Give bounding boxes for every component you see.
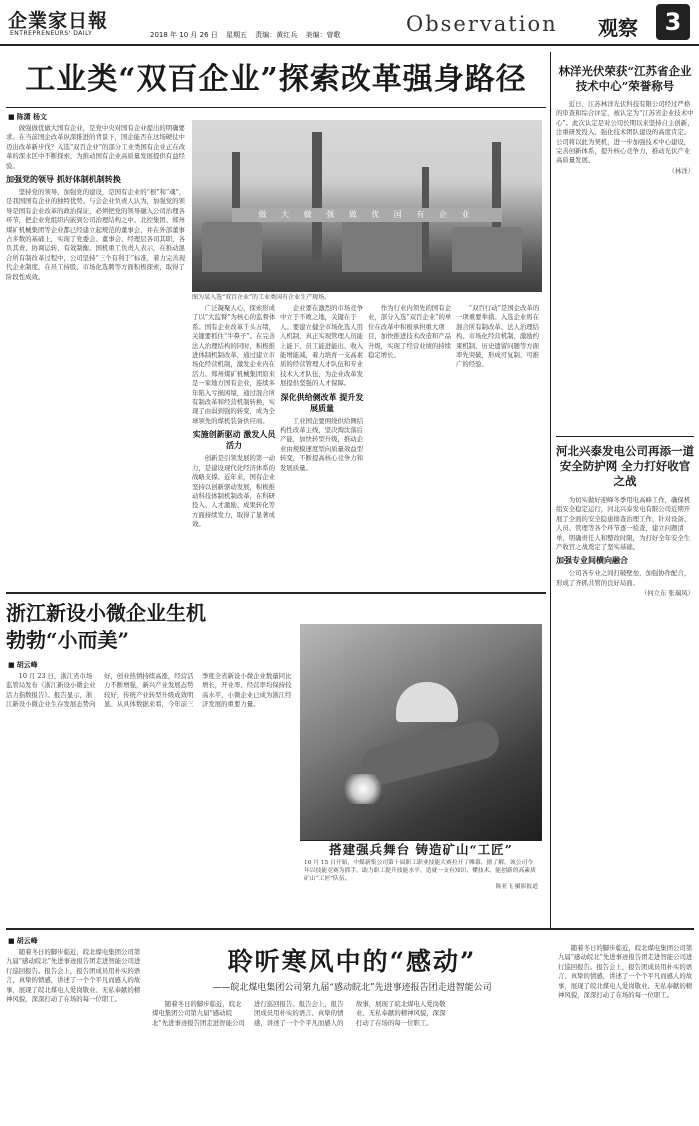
sidebar-top-author: （林洋） xyxy=(668,166,694,175)
bottom-column-right xyxy=(558,944,694,1120)
main-subhead-1: 加强党的领导 抓好体制机制转换 xyxy=(6,175,121,185)
issue-designer: 美编：曾歌 xyxy=(305,31,341,39)
zhejiang-byline: ■ 胡云峰 xyxy=(8,660,38,670)
issue-weekday: 星期五 xyxy=(226,31,247,39)
sidebar-divider xyxy=(550,52,551,928)
main-article-col2b-text: 创新是引领发展的第一动力，是建设现代化经济体系的战略支撑。近年来，国有企业坚持以创新驱动发展，积极推动科技体制机制改革，在科研投入、人才激励、成果转化等方面持续发力，取得了显著成效。 xyxy=(192,454,276,529)
factory-photo-caption: 图为某入选“双百企业”的工业类国有企业生产现场。 xyxy=(192,294,331,301)
bottom-byline: ■ 胡云峰 xyxy=(8,936,38,946)
sidebar-top-body xyxy=(556,100,694,430)
newspaper-logo: 企業家日報 xyxy=(8,10,109,32)
sidebar-top-headline: 林洋光伏荣获“江苏省企业技术中心”荣誉称号 xyxy=(558,64,692,93)
zhejiang-body xyxy=(6,672,292,922)
issue-info xyxy=(150,30,346,40)
main-article-column-2 xyxy=(192,304,276,584)
photo-feature-title: 搭建强兵舞台 铸造矿山“工匠” xyxy=(329,842,513,857)
factory-photo-banner: 做 大 做 强 做 优 国 有 企 业 xyxy=(232,208,502,222)
headline-rule xyxy=(6,107,546,108)
sidebar-mid-subhead: 加强专业间横向融合 xyxy=(556,556,628,566)
issue-date: 2018 年 10 月 26 日 xyxy=(150,31,218,39)
masthead xyxy=(0,0,699,46)
bottom-text-right: 随着冬日的脚步临近，皖北煤电集团公司第九届“感动皖北”先进事迹报告团走进智能公司进行巡回报告。报告会上，报告团成员用朴实的语言、真挚的情感，讲述了一个个平凡而感人的故事，展现了皖北煤电人爱岗敬业、无私奉献的精神风貌，深深打动了在场的每一位职工。 xyxy=(558,944,693,1000)
sidebar-mid-author: （何立东 张瑞凤） xyxy=(640,589,694,598)
sidebar-mid-text: 为切实做好迎峰冬季用电高峰工作，确保机组安全稳定运行，河北兴泰发电有限公司近期开展了全面的安全隐患排查治理工作，针对设备、人员、管理等各个环节逐一检查，建立问题清单，明确责任人和整改时限，为打好全年安全生产收官之战奠定了坚实基础。 xyxy=(556,496,691,552)
bottom-text-left: 随着冬日的脚步临近，皖北煤电集团公司第九届“感动皖北”先进事迹报告团走进智能公司进行巡回报告。报告会上，报告团成员用朴实的语言、真挚的情感，讲述了一个个平凡而感人的故事，展现了皖北煤电人爱岗敬业、无私奉献的精神风貌，深深打动了在场的每一位职工。 xyxy=(6,948,141,1004)
sidebar-rule xyxy=(556,436,694,437)
main-headline: 工业类“双百企业”探索改革强身路径 xyxy=(25,62,527,97)
main-article-column-3 xyxy=(280,304,364,584)
zhejiang-text: 10 月 23 日，浙江省市场监管局发布《浙江新设小微企业活力指数报告》。报告显示，浙江新设小微企业生存发展态势向好，创业热情持续高涨，经营活力不断增强，新兴产业发展态势较好，传统产业转型升级成效明显。从具体数据来看，今年前三季度全省新设小微企业数量同比增长，开业率、经营率均保持较高水平，小微企业已成为浙江经济发展的重要力量。 xyxy=(6,672,292,709)
main-byline: ■ 陈潇 杨文 xyxy=(8,112,47,122)
factory-photo xyxy=(192,120,542,292)
worker-photo xyxy=(300,624,542,840)
main-article-lead: 做强做优做大国有企业，是党中央对国有企业提出的明确要求。在当前国企改革纵深推进的背景下，国企能否在这场硬仗中迈出改革新步伐？入选“双百企业”的部分工业类国有企业正在改革的深水区中不断探索，为推动国有企业高质量发展提供有益经验。 xyxy=(6,124,186,170)
main-article-col5-text: “双百行动”是国企改革的一项重要举措。入选企业将在混合所有制改革、法人治理结构、市场化经营机制、激励约束机制、历史遗留问题等方面率先突破，形成可复制、可推广的经验。 xyxy=(456,304,540,369)
photo-feature-caption: 10 月 15 日开始，中煤新集公司第十届职工职业技能大赛拉开了帷幕，据了解，该公司今年以技能竞赛为抓手，助力职工提升技能水平，造就一支有知识、懂技术、能创新的高素质矿山“工匠”队伍。 xyxy=(304,860,536,882)
sidebar-mid-body xyxy=(556,496,694,928)
issue-editor: 责编：黄红兵 xyxy=(255,31,298,39)
page-number: 3 xyxy=(656,4,690,40)
bottom-headline: 聆听寒风中的“感动” xyxy=(227,947,477,976)
bottom-column-center xyxy=(152,1000,552,1120)
photo-feature-author: 陈亚飞 摄影报道 xyxy=(495,884,538,890)
main-article-column-1 xyxy=(6,124,186,584)
section-rule-bottom xyxy=(6,928,694,930)
main-subhead-2: 实施创新驱动 激发人员活力 xyxy=(192,430,276,451)
main-article-column-5 xyxy=(456,304,544,584)
bottom-column-left xyxy=(6,948,146,1120)
section-rule-middle xyxy=(6,592,546,594)
sidebar-mid-text-2: 公司各专业之间打破壁垒，加强协作配合，形成了齐抓共管的良好局面。 xyxy=(556,569,691,587)
sidebar-top-text: 近日，江苏林洋光伏科技有限公司经过严格的审查和综合评定，被认定为“江苏省企业技术中心”。此次认定是对公司长期以来坚持自主创新、注重研发投入、强化技术团队建设的高度肯定。公司将以此为契机，进一步加强技术中心建设，完善创新体系，提升核心竞争力，推动光伏产业高质量发展。 xyxy=(556,100,694,165)
main-article-col2-text: 广泛凝聚人心，探索形成了以“大监督”为核心的监督体系。国有企业改革千头万绪，关键要抓住“牛鼻子”。在完善法人治理结构的同时，积极推进体制机制改革，通过建立市场化经营机制，激发企业内在活力。郑州煤矿机械集团原来是一家地方国有企业，连续多年陷入亏损困境，通过混合所有制改革和经营机制转换，实现了由弱到强的转变，成为全球领先的煤机装备供应商。 xyxy=(192,304,276,425)
main-subhead-3: 深化供给侧改革 提升发展质量 xyxy=(280,392,364,413)
main-article-col4-text: 作为行业内领先的国有企业，部分入选“双百企业”的单位在改革中积极承担重大项目，加快推进技术改造和产品升级，实现了经营业绩的持续稳定增长。 xyxy=(368,304,452,360)
sidebar-mid-headline: 河北兴泰发电公司再添一道安全防护网 全力打好收官之战 xyxy=(556,444,694,488)
section-name-english: Observation xyxy=(406,12,558,36)
bottom-text-center: 随着冬日的脚步临近，皖北煤电集团公司第九届“感动皖北”先进事迹报告团走进智能公司进行巡回报告。报告会上，报告团成员用朴实的语言、真挚的情感，讲述了一个个平凡而感人的故事，展现了皖北煤电人爱岗敬业、无私奉献的精神风貌，深深打动了在场的每一位职工。 xyxy=(152,1000,446,1027)
main-article-col3b-text: 工业国企要围绕供给侧结构性改革主线，坚决淘汰落后产能，加快转型升级，推动企业由规模速度型向质量效益型转变，不断提高核心竞争力和发展质量。 xyxy=(280,416,364,472)
newspaper-logo-english: ENTREPRENEURS' DAILY xyxy=(10,30,93,37)
bottom-subhead: ——皖北煤电集团公司第九届“感动皖北”先进事迹报告团走进智能公司 xyxy=(212,983,492,993)
main-article-column-4 xyxy=(368,304,452,584)
main-article-col3-text: 企业要在激烈的市场竞争中立于不败之地，关键在于人。要建立健全市场化选人用人机制，真正实现管理人员能上能下、员工能进能出、收入能增能减，着力培育一支高素质的经营管理人才队伍和专业技术人才队伍，为企业改革发展提供坚强的人才保障。 xyxy=(280,304,364,388)
main-article-col1-text: 坚持党的领导、加强党的建设，是国有企业的“根”和“魂”，是我国国有企业的独特优势。与会企业负责人认为，加强党的领导是国有企业改革的政治保证，必须把党的领导融入公司治理各环节，把企业党组织内嵌到公司治理结构之中。北控集团、郑州煤矿机械集团等企业都已经建立起规范的董事会，并在外部董事占多数的基础上，实现了党委会、董事会、经理层各司其职、各负其责、协调运转、有效制衡。国机重工负责人表示，在推动混合所有制改革过程中，公司坚持“三个有利于”标准，着力完善现代企业制度，在员工持股、市场化选聘等方面积极探索，取得了阶段性成效。 xyxy=(6,188,186,281)
section-name: 观察 xyxy=(598,16,638,40)
zhejiang-headline: 浙江新设小微企业生机勃勃“小而美” xyxy=(6,601,206,652)
photo-feature-block xyxy=(300,840,542,888)
